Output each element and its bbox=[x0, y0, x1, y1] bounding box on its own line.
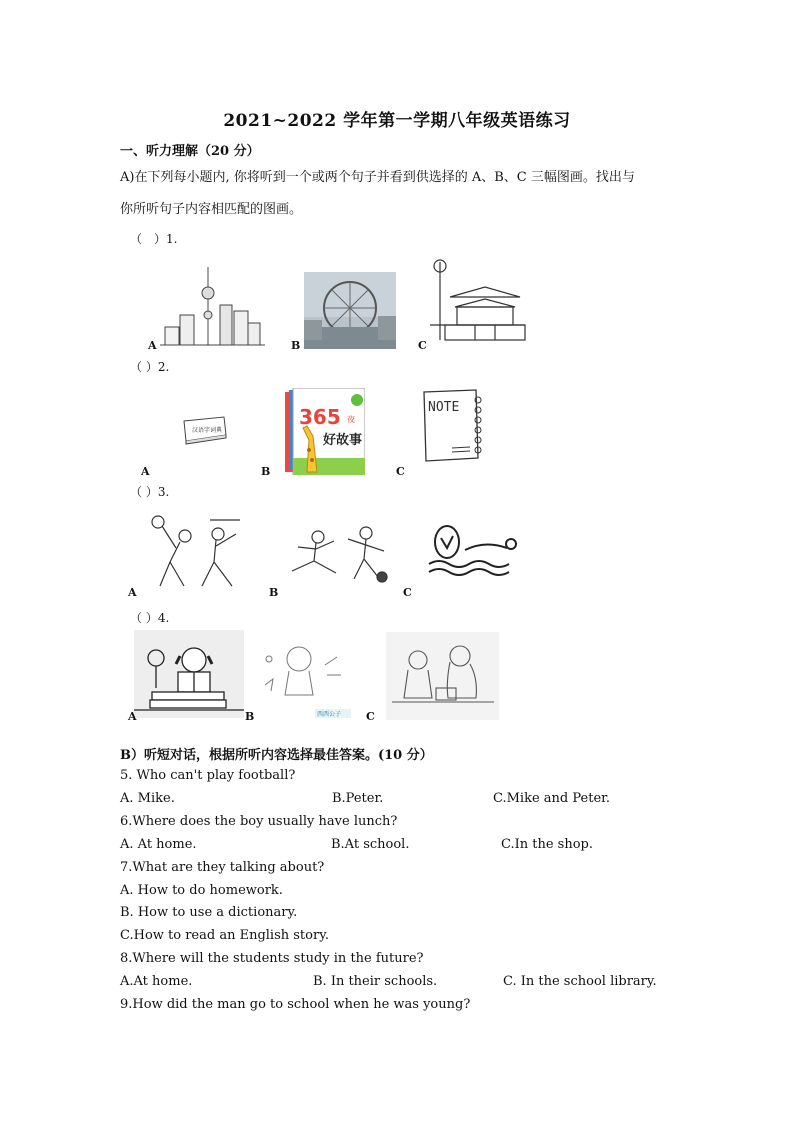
q1-option-a-label: A bbox=[148, 339, 157, 352]
q1-option-b-label: B bbox=[291, 339, 301, 352]
question-2-label: （ ）2. bbox=[130, 360, 170, 374]
q2-option-c-label: C bbox=[396, 465, 405, 478]
small-book-text: 汉语字词典 bbox=[192, 427, 223, 434]
swimmer-image bbox=[425, 520, 525, 580]
instruction-line-1: A)在下列每小题内, 你将听到一个或两个句子并看到供选择的 A、B、C 三幅图画。找出与 bbox=[120, 170, 635, 185]
football-players-image bbox=[278, 525, 403, 585]
q6-text: 6.Where does the boy usually have lunch? bbox=[120, 814, 398, 829]
notebook-image bbox=[420, 388, 492, 463]
child-thinking-image bbox=[255, 635, 355, 720]
part-b-heading: B）听短对话，根据所听内容选择最佳答案。(10 分） bbox=[120, 748, 433, 763]
q6-option-c: C.In the shop. bbox=[501, 837, 594, 852]
storybook-365-image bbox=[285, 388, 365, 475]
q7-option-c: C.How to read an English story. bbox=[120, 928, 329, 943]
people-talking-image bbox=[386, 632, 499, 720]
q9-text: 9.How did the man go to school when he was young? bbox=[120, 997, 471, 1012]
q3-option-b-label: B bbox=[269, 586, 279, 599]
tiananmen-image bbox=[425, 252, 530, 347]
page-title: 2021~2022 学年第一学期八年级英语练习 bbox=[223, 111, 571, 131]
question-3-label: （ ）3. bbox=[130, 485, 170, 499]
q3-option-a-label: A bbox=[128, 586, 137, 599]
q7-option-b: B. How to use a dictionary. bbox=[120, 905, 298, 920]
q2-option-a-label: A bbox=[141, 465, 150, 478]
q5-option-c: C.Mike and Peter. bbox=[493, 791, 611, 806]
small-book-image bbox=[180, 413, 230, 445]
q4-option-c-label: C bbox=[366, 710, 375, 723]
q8-option-b: B. In their schools. bbox=[313, 974, 438, 989]
volleyball-players-image bbox=[140, 512, 265, 590]
girl-reading-image bbox=[134, 630, 244, 718]
q1-option-c-label: C bbox=[418, 339, 427, 352]
q6-option-a: A. At home. bbox=[120, 837, 197, 852]
q4-option-a-label: A bbox=[128, 710, 137, 723]
skyline-tower-image bbox=[160, 265, 265, 350]
q5-option-b: B.Peter. bbox=[332, 791, 384, 806]
q8-option-c: C. In the school library. bbox=[503, 974, 657, 989]
instruction-line-2: 你所听句子内容相匹配的图画。 bbox=[120, 202, 303, 217]
q8-text: 8.Where will the students study in the future? bbox=[120, 951, 424, 966]
q7-option-a: A. How to do homework. bbox=[120, 883, 283, 898]
q8-option-a: A.At home. bbox=[120, 974, 193, 989]
q7-text: 7.What are they talking about? bbox=[120, 860, 325, 875]
q5-option-a: A. Mike. bbox=[120, 791, 175, 806]
q3-option-c-label: C bbox=[403, 586, 412, 599]
book-365-title: 好故事 bbox=[323, 433, 363, 448]
logo-text: 西西公子 bbox=[317, 711, 342, 718]
q6-option-b: B.At school. bbox=[331, 837, 410, 852]
note-text: NOTE bbox=[428, 400, 460, 415]
question-1-label: （ ）1. bbox=[130, 232, 178, 246]
book-365-number: 365 bbox=[299, 405, 341, 429]
q4-option-b-label: B bbox=[245, 710, 255, 723]
q5-text: 5. Who can't play football? bbox=[120, 768, 296, 783]
ferris-wheel-photo bbox=[304, 272, 396, 349]
section-heading: 一、听力理解（20 分） bbox=[120, 144, 260, 159]
q2-option-b-label: B bbox=[261, 465, 271, 478]
question-4-label: （ ）4. bbox=[130, 611, 170, 625]
book-365-unit: 夜 bbox=[347, 415, 355, 424]
